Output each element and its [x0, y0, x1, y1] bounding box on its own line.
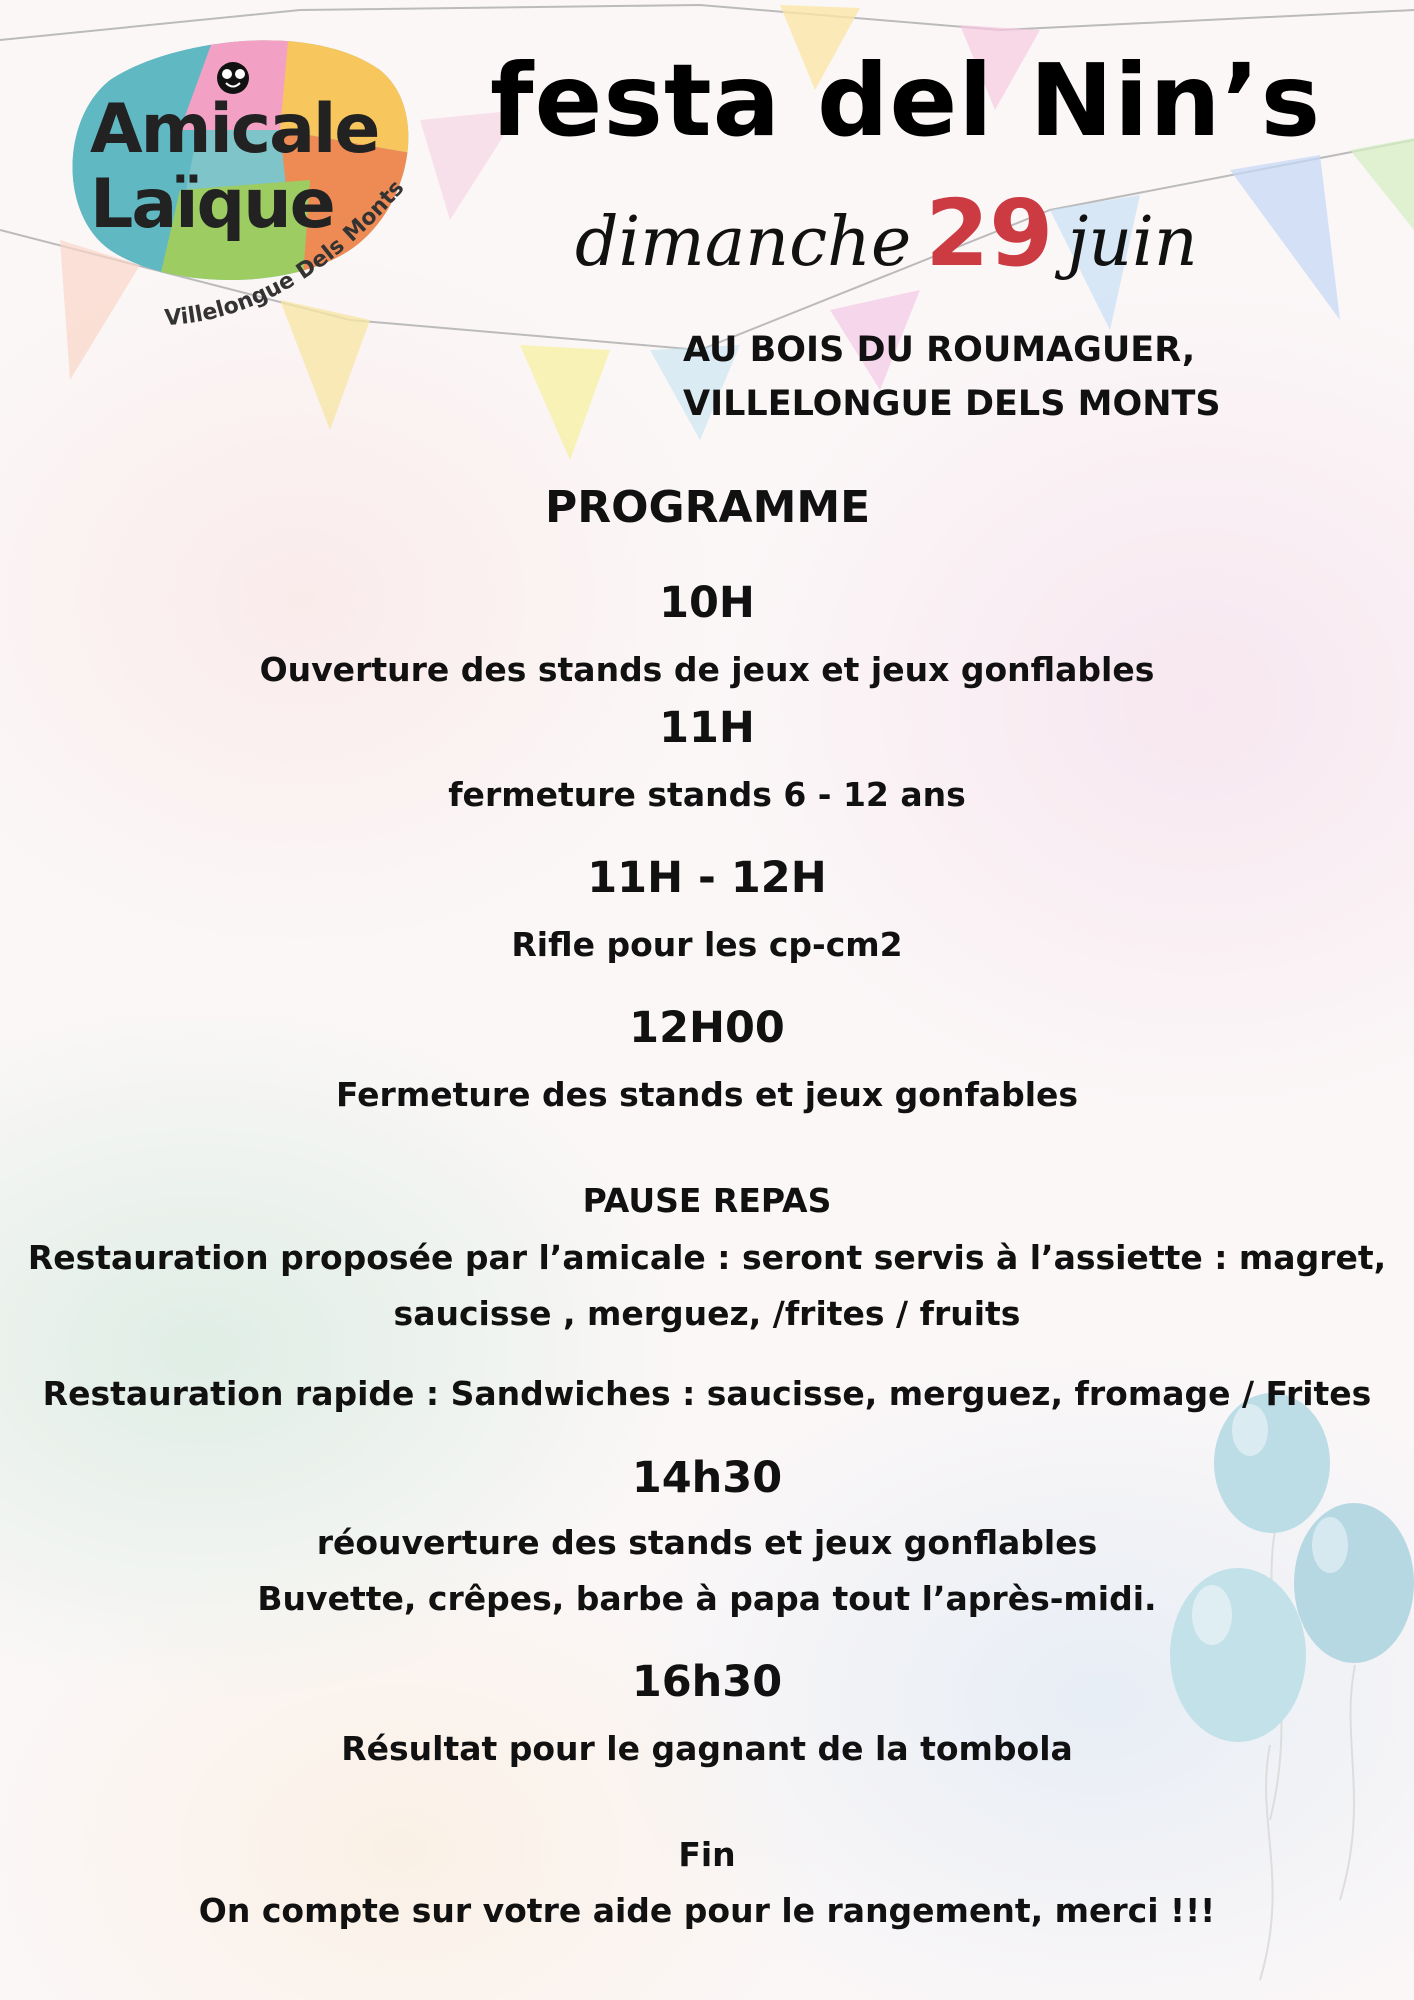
logo-word-2: Laïque [90, 165, 334, 244]
location-line-2: VILLELONGUE DELS MONTS [683, 384, 1221, 424]
pause-heading [0, 1173, 1414, 1229]
time-16h30: 16h30 [631, 1657, 783, 1707]
pause-heading-text: PAUSE REPAS [582, 1181, 832, 1220]
time-11h-12h: 11H - 12H [587, 853, 827, 903]
event-title: festa del Nin’s [490, 42, 1322, 159]
event-location [683, 323, 1221, 431]
item-16h30-line-1: Résultat pour le gagnant de la tombola [341, 1729, 1073, 1768]
programme-heading: PROGRAMME [545, 482, 871, 533]
item-14h30-text [0, 1515, 1414, 1627]
pause-catering-line-1: Restauration proposée par l’amicale : seront servis à l’assiette : magret, [27, 1238, 1387, 1277]
item-10h-text: Ouverture des stands de jeux et jeux gonflables [259, 650, 1155, 689]
time-11h: 11H [659, 703, 755, 753]
item-16h30-text [0, 1721, 1414, 1777]
item-11h-text: fermeture stands 6 - 12 ans [448, 775, 966, 814]
event-date [575, 180, 1198, 287]
pause-quick-food [0, 1366, 1414, 1422]
item-11h-12h-text: Rifle pour les cp-cm2 [511, 925, 903, 964]
date-day-word: dimanche [575, 203, 912, 282]
item-14h30-line-2: Buvette, crêpes, barbe à papa tout l’après-midi. [257, 1579, 1157, 1618]
time-12h00: 12H00 [629, 1003, 785, 1053]
end-text: On compte sur votre aide pour le rangement, merci !!! [198, 1891, 1216, 1930]
end-label: Fin [678, 1835, 736, 1874]
item-14h30-line-1: réouverture des stands et jeux gonflables [316, 1523, 1098, 1562]
svg-text:Villelongue Dels Monts [164, 176, 410, 331]
logo-word-1: Amicale [90, 90, 379, 169]
date-day-number: 29 [925, 180, 1054, 287]
time-10h: 10H [659, 578, 755, 628]
logo-subtitle-arc [50, 20, 450, 350]
end-section [0, 1827, 1414, 1939]
amicale-laique-logo [50, 20, 450, 350]
logo-subtitle: Villelongue Dels Monts [163, 175, 410, 332]
pause-catering-line-2: saucisse , merguez, /frites / fruits [393, 1294, 1021, 1333]
location-line-1: AU BOIS DU ROUMAGUER, [683, 330, 1196, 370]
item-12h00-text: Fermeture des stands et jeux gonfables [335, 1075, 1079, 1114]
pause-catering [0, 1230, 1414, 1342]
pause-quick-food-line: Restauration rapide : Sandwiches : saucisse, merguez, fromage / Frites [42, 1374, 1372, 1413]
time-14h30: 14h30 [631, 1453, 783, 1503]
date-month: juin [1067, 203, 1198, 282]
